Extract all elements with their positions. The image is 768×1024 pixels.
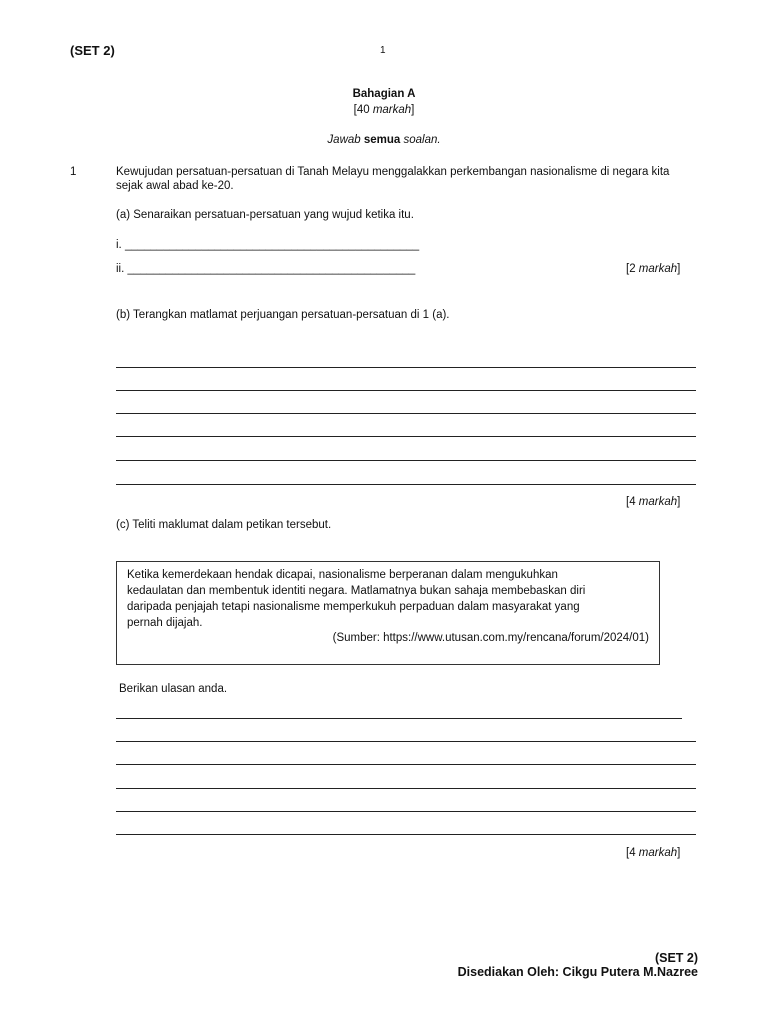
part-a-marks: [2 markah] (626, 263, 681, 275)
passage-box (116, 561, 660, 665)
question-stem-line-2: sejak awal abad ke-20. (116, 180, 234, 192)
part-c-marks: [4 markah] (626, 847, 681, 859)
part-b-prompt: (b) Terangkan matlamat perjuangan persatuan-persatuan di 1 (a). (116, 309, 450, 321)
part-c-answer-line[interactable] (116, 718, 682, 719)
passage-line-1: Ketika kemerdekaan hendak dicapai, nasionalisme berperanan dalam mengukuhkan (127, 569, 558, 581)
part-b-answer-line[interactable] (116, 367, 696, 368)
passage-line-2: kedaulatan dan membentuk identiti negara. Matlamatnya bukan sahaja membebaskan diri (127, 585, 586, 597)
section-marks: [40 markah] (353, 104, 415, 116)
part-c-answer-line[interactable] (116, 811, 696, 812)
part-b-answer-line[interactable] (116, 460, 696, 461)
footer-prepared-by: Disediakan Oleh: Cikgu Putera M.Nazree (457, 965, 698, 979)
header-set-label: (SET 2) (70, 43, 115, 58)
part-b-answer-line[interactable] (116, 436, 696, 437)
part-b-answer-line[interactable] (116, 484, 696, 485)
part-c-answer-line[interactable] (116, 741, 696, 742)
part-c-follow-up: Berikan ulasan anda. (119, 683, 228, 695)
passage-source: (Sumber: https://www.utusan.com.my/rencana/forum/2024/01) (332, 632, 649, 644)
part-c-answer-line[interactable] (116, 834, 696, 835)
part-c-answer-line[interactable] (116, 764, 696, 765)
footer-set-label: (SET 2) (654, 951, 698, 965)
passage-line-3: daripada penjajah tetapi nasionalisme memperkukuh perpaduan dalam masyarakat yang (127, 601, 580, 613)
page-number: 1 (380, 45, 386, 56)
part-b-answer-line[interactable] (116, 413, 696, 414)
part-a-answer-i[interactable]: i. ______________________________________________ (116, 239, 420, 251)
part-c-prompt: (c) Teliti maklumat dalam petikan tersebut. (116, 519, 332, 531)
question-number: 1 (70, 166, 77, 178)
part-a-answer-ii[interactable]: ii. _____________________________________________ (116, 263, 416, 275)
part-b-answer-line[interactable] (116, 390, 696, 391)
question-stem-line-1: Kewujudan persatuan-persatuan di Tanah Melayu menggalakkan perkembangan nasionalisme di negara kita (116, 166, 670, 178)
part-b-marks: [4 markah] (626, 496, 681, 508)
section-title: Bahagian A (352, 88, 416, 100)
part-a-prompt: (a) Senaraikan persatuan-persatuan yang wujud ketika itu. (116, 209, 414, 221)
passage-line-4: pernah dijajah. (127, 617, 203, 629)
section-instruction: Jawab semua soalan. (327, 134, 441, 146)
part-c-answer-line[interactable] (116, 788, 696, 789)
